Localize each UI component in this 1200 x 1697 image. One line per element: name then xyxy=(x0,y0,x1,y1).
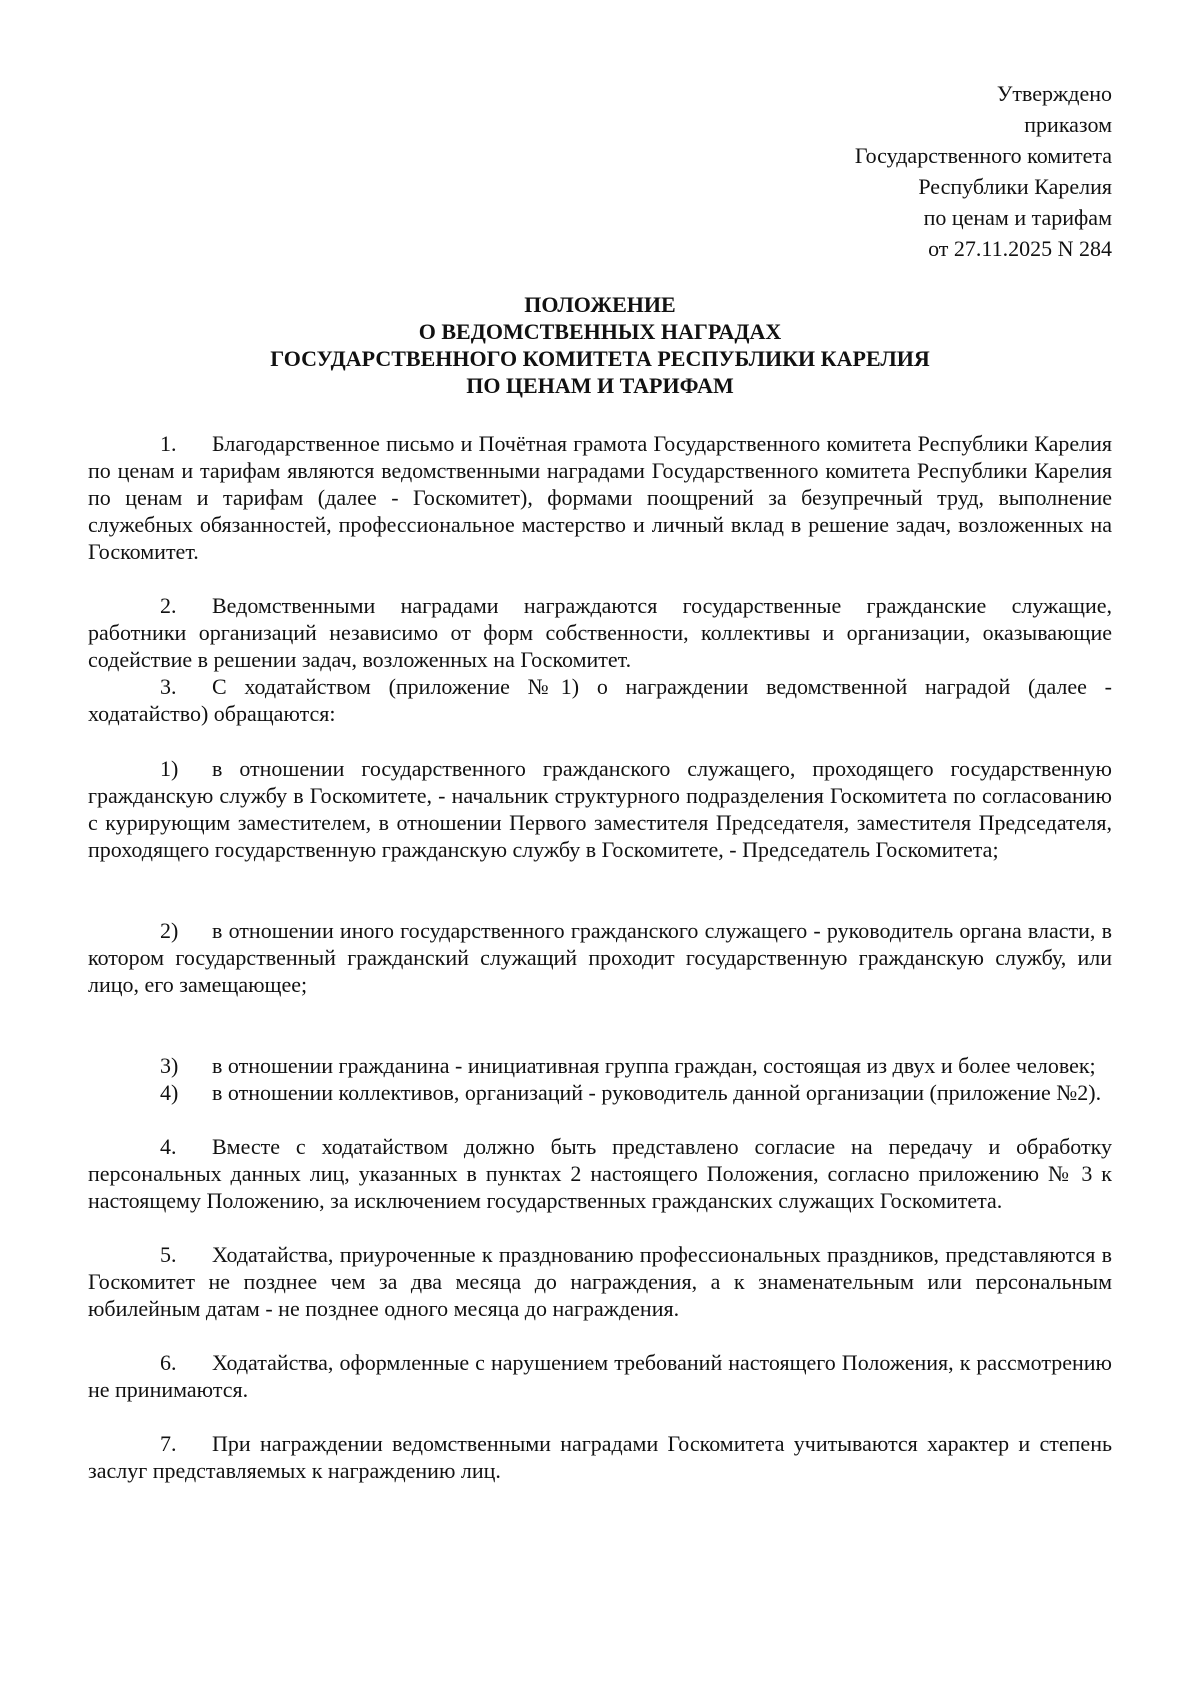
paragraph-text: Благодарственное письмо и Почётная грамота Государственного комитета Республики Карелия по ценам и тарифам являются ведомственными наградами Государственного комитета Республики Карелия по ценам и тарифам (далее - Госкомитет), формами поощрений за безупречный труд, выполнение служебных обязанностей, профессиональное мастерство и личный вклад в решение задач, возложенных на Госкомитет. xyxy=(88,431,1112,564)
subitem-number: 1) xyxy=(160,756,179,781)
document-title xyxy=(88,291,1112,399)
paragraph-text: При награждении ведомственными наградами Госкомитета учитываются характер и степень заслуг представляемых к награждению лиц. xyxy=(88,1431,1112,1483)
document-page xyxy=(88,78,1112,1484)
paragraph-number: 6. xyxy=(160,1350,177,1375)
title-line: ПО ЦЕНАМ И ТАРИФАМ xyxy=(466,373,734,398)
paragraph-2 xyxy=(88,592,1112,673)
subitem-1 xyxy=(88,755,1112,863)
paragraph-3 xyxy=(88,673,1112,727)
paragraph-6 xyxy=(88,1349,1112,1403)
paragraph-number: 7. xyxy=(160,1431,177,1456)
paragraph-number: 3. xyxy=(160,674,177,699)
subitem-2 xyxy=(88,917,1112,998)
approval-line: от 27.11.2025 N 284 xyxy=(928,236,1112,261)
paragraph-number: 2. xyxy=(160,593,177,618)
paragraph-5 xyxy=(88,1241,1112,1322)
subitem-3 xyxy=(88,1052,1112,1079)
paragraph-number: 5. xyxy=(160,1242,177,1267)
subitem-number: 4) xyxy=(160,1080,179,1105)
approval-line: Республики Карелия xyxy=(918,174,1112,199)
paragraph-text: С ходатайством (приложение №1) о награждении ведомственной наградой (далее - ходатайство) обращаются: xyxy=(88,674,1112,726)
title-line: ПОЛОЖЕНИЕ xyxy=(524,292,676,317)
subitem-text: в отношении государственного гражданского служащего, проходящего государственную гражданскую службу в Госкомитете, - начальник структурного подразделения Госкомитета по согласованию с курирующим заместителем, в отношении Первого заместителя Председателя, заместителя Председателя, проходящего государственную гражданскую службу в Госкомитете, - Председатель Госкомитета; xyxy=(88,756,1112,862)
approval-line: приказом xyxy=(1024,112,1112,137)
subitem-number: 2) xyxy=(160,918,179,943)
paragraph-number: 4. xyxy=(160,1134,177,1159)
subitem-number: 3) xyxy=(160,1053,179,1078)
paragraph-text: Ходатайства, приуроченные к празднованию профессиональных праздников, представляются в Госкомитет не позднее чем за два месяца до награждения, а к знаменательным или персональным юбилейным датам - не позднее одного месяца до награждения. xyxy=(88,1242,1112,1321)
paragraph-4 xyxy=(88,1133,1112,1214)
paragraph-1 xyxy=(88,430,1112,565)
title-line: ГОСУДАРСТВЕННОГО КОМИТЕТА РЕСПУБЛИКИ КАРЕЛИЯ xyxy=(270,346,930,371)
approval-line: Государственного комитета xyxy=(854,143,1112,168)
subitem-4 xyxy=(88,1079,1112,1106)
approval-line: по ценам и тарифам xyxy=(923,205,1112,230)
approval-block xyxy=(88,78,1112,264)
subitem-text: в отношении иного государственного гражданского служащего - руководитель органа власти, в котором государственный гражданский служащий проходит государственную гражданскую службу, или лицо, его замещающее; xyxy=(88,918,1112,997)
paragraph-text: Ведомственными наградами награждаются государственные гражданские служащие, работники организаций независимо от форм собственности, коллективы и организации, оказывающие содействие в решении задач, возложенных на Госкомитет. xyxy=(88,593,1112,672)
paragraph-text: Вместе с ходатайством должно быть представлено согласие на передачу и обработку персональных данных лиц, указанных в пунктах 2 настоящего Положения, согласно приложению № 3 к настоящему Положению, за исключением государственных гражданских служащих Госкомитета. xyxy=(88,1134,1112,1213)
title-line: О ВЕДОМСТВЕННЫХ НАГРАДАХ xyxy=(418,319,782,344)
approval-line: Утверждено xyxy=(996,81,1112,106)
subitem-text: в отношении гражданина - инициативная группа граждан, состоящая из двух и более человек; xyxy=(212,1053,1096,1078)
paragraph-7 xyxy=(88,1430,1112,1484)
subitem-text: в отношении коллективов, организаций - руководитель данной организации (приложение №2). xyxy=(212,1080,1102,1105)
paragraph-number: 1. xyxy=(160,431,177,456)
paragraph-text: Ходатайства, оформленные с нарушением требований настоящего Положения, к рассмотрению не принимаются. xyxy=(88,1350,1112,1402)
